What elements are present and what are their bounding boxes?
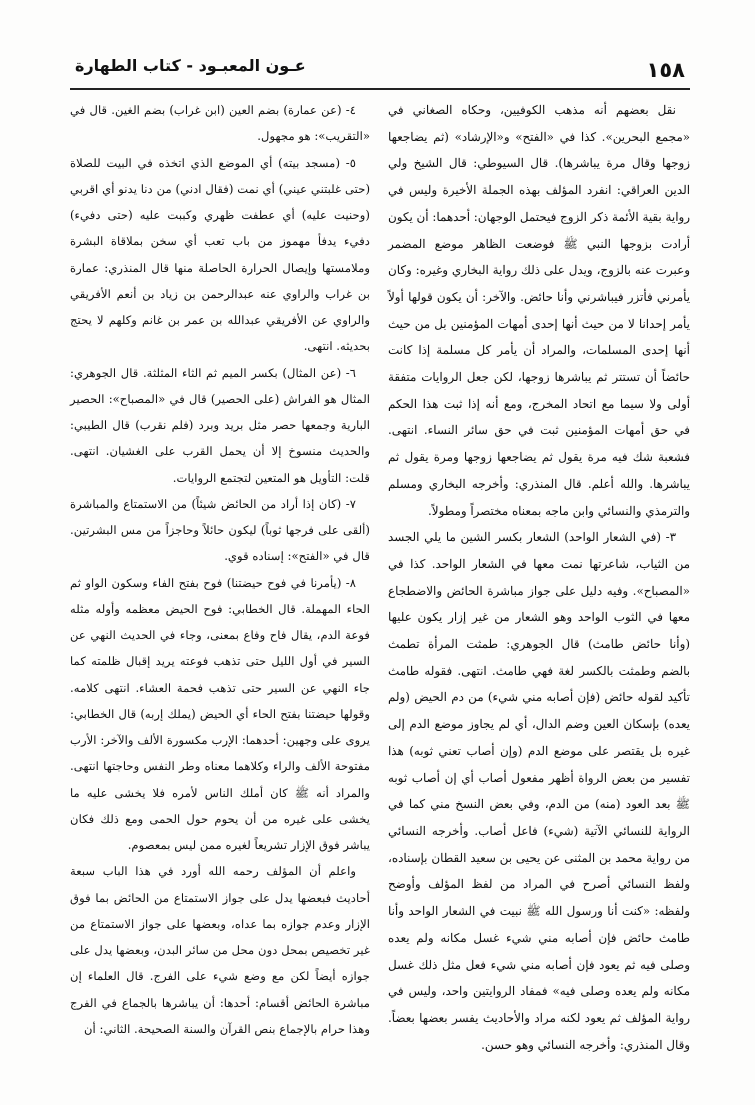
page-header [75,50,685,80]
paragraph: ٥- (مسجد بيته) أي الموضع الذي اتخذه في البيت للصلاة (حتى غلبتني عيني) أي نمت (فقال ادني) من دنا يدنو أي اقربي (وحنيت عليه) أي عطفت ظهري وكببت عليه (حتى دفيء) دفيء يدفأ مهموز من باب تعب أي سخن بملاقاة البشرة وملامستها وإيصال الحرارة الحاصلة منها قال المنذري: عمارة بن غراب والراوي عنه عبدالرحمن بن زياد بن أنعم الأفريقي والراوي عن الأفريقي عبدالله بن عمر بن غانم وكلهم لا يحتج بحديثه. انتهى. [70,155,370,354]
paragraph: ٧- (كان إذا أراد من الحائض شيئاً) من الاستمتاع والمباشرة (ألقى على فرجها ثوباً) ليكون حائلاً وحاجزاً من مس البشرتين. قال في «الفتح»: إسناده قوي. [70,496,370,564]
header-rule [70,88,690,90]
paragraph: ٣- (في الشعار الواحد) الشعار بكسر الشين ما يلي الجسد من الثياب، شاعرتها نمت معها في الشعار الواحد. كذا في «المصباح». وفيه دليل على جواز مباشرة الحائض والاضطجاع معها في الثوب الواحد وهو الشعار من غير إزار يكون عليها (وأنا حائض طامث) قال الجوهري: طمثت المرأة تطمث بالضم وطمثت بالكسر لغة فهي طامث. انتهى. فقوله طامث تأكيد لقوله حائض (فإن أصابه مني شيء) من دم الحيض (ولم يعده) بإسكان العين وضم الدال، أي لم يجاوز موضع الدم إلى غيره بل يقتصر على موضع الدم (وإن أصاب تعني ثوبه) هذا تفسير من بعض الرواة أظهر مفعول أصاب أي إن أصاب ثوبه ﷺ بعد العود (منه) من الدم، وفي بعض النسخ مني كما في الرواية للنسائي الآتية (شيء) فاعل أصاب. وأخرجه النسائي من رواية محمد بن المثنى عن يحيى بن سعيد القطان بإسناده، ولفظ النسائي أصرح في المراد من لفظ المؤلف وأوضح ولفظه: «كنت أنا ورسول الله ﷺ نبيت في الشعار الواحد وأنا طامث حائض فإن أصابه مني شيء غسل مكانه ولم يعده وصلى فيه ثم يعود فإن أصابه مني شيء فعل مثل ذلك غسل مكانه ولم يعده وصلى فيه» فمفاد الروايتين واحد، وليس في رواية المؤلف ثم يعود لكنه مراد والأحاديث يفسر بعضها بعضاً. وقال المنذري: وأخرجه النسائي وهو حسن. [388,530,690,1052]
page-number: ١٥٨ [646,58,685,82]
running-title: عـون المعبـود - كتاب الطهارة [75,56,306,75]
right-column [388,97,690,1058]
paragraph: واعلم أن المؤلف رحمه الله أورد في هذا الباب سبعة أحاديث فبعضها يدل على جواز الاستمتاع من الحائض بما فوق الإزار وعدم جوازه بما عداه، وبعضها على جواز الاستمتاع من غير تخصيص بمحل دون محل من سائر البدن، وبعضها يدل على جوازه أيضاً لكن مع وضع شيء على الفرج. قال العلماء إن مباشرة الحائض أقسام: أحدها: أن يباشرها بالجماع في الفرج وهذا حرام بالإجماع بنص القرآن والسنة الصحيحة. الثاني: أن [70,864,370,1036]
paragraph: نقل بعضهم أنه مذهب الكوفيين، وحكاه الصغاني في «مجمع البحرين». كذا في «الفتح» و«الإرشاد» (ثم يضاجعها زوجها وقال مرة يباشرها). قال السيوطي: قال الشيخ ولي الدين العراقي: انفرد المؤلف بهذه الجملة الأخيرة وليس في رواية بقية الأئمة ذكر الزوج فيحتمل الوجهان: أحدهما: أن يكون أرادت بزوجها النبي ﷺ فوضعت الظاهر موضع المضمر وعبرت عنه بالزوج، ويدل على ذلك رواية البخاري وغيره: وكان يأمرني فأتزر فيباشرني وأنا حائض. والآخر: أن يكون قولها أولاً يأمر إحدانا لا من حيث أنها إحدى أمهات المؤمنين بل من حيث أنها إحدى المسلمات، والمراد أن يأمر كل مسلمة إذا كانت حائضاً أن تستتر ثم يباشرها زوجها، لكن جعل الروايات متفقة أولى ولا سيما مع اتحاد المخرج، ومع أنه إذا ثبت هذا الحكم في حق أمهات المؤمنين ثبت في حق سائر النساء. انتهى. فشعبة شك فيه مرة يقول ثم يضاجعها زوجها ومرة يقول ثم يباشرها. والله أعلم. قال المنذري: وأخرجه البخاري ومسلم والترمذي والنسائي وابن ماجه بمعناه مختصراً ومطولاً. [388,103,690,518]
paragraph: ٦- (عن المثال) بكسر الميم ثم الثاء المثلثة. قال الجوهري: المثال هو الفراش (على الحصير) قال في «المصباح»: الحصير البارية وجمعها حصر مثل بريد وبرد (فلم نقرب) قال الطيبي: والحديث منسوخ إلا أن يحمل القرب على الغشيان. انتهى. قلت: التأويل هو المتعين لتجتمع الروايات. [70,365,370,485]
paragraph: ٤- (عن عمارة) بضم العين (ابن غراب) بضم الغين. قال في «التقريب»: هو مجهول. [70,103,370,144]
paragraph: ٨- (يأمرنا في فوح حيضتنا) فوح بفتح الفاء وسكون الواو ثم الحاء المهملة. قال الخطابي: فوح الحيض معظمه وأوله مثله فوعة الدم، يقال فاح وفاع بمعنى، وجاء في الحديث النهي عن السير في أول الليل حتى تذهب فوعته يريد إقبال ظلمته كما جاء النهي عن السير حتى تذهب فحمة العشاء. انتهى كلامه. وقولها حيضتنا بفتح الحاء أي الحيض (يملك إربه) قال الخطابي: يروى على وجهين: أحدهما: الإرب مكسورة الألف والآخر: الأرب مفتوحة الألف والراء وكلاهما معناه وطر النفس وحاجتها انتهى. والمراد أنه ﷺ كان أملك الناس لأمره فلا يخشى عليه ما يخشى على غيره من أن يحوم حول الحمى ومع ذلك فكان يباشر فوق الإزار تشريعاً لغيره ممن ليس بمعصوم. [70,575,370,852]
left-column [70,97,370,1042]
